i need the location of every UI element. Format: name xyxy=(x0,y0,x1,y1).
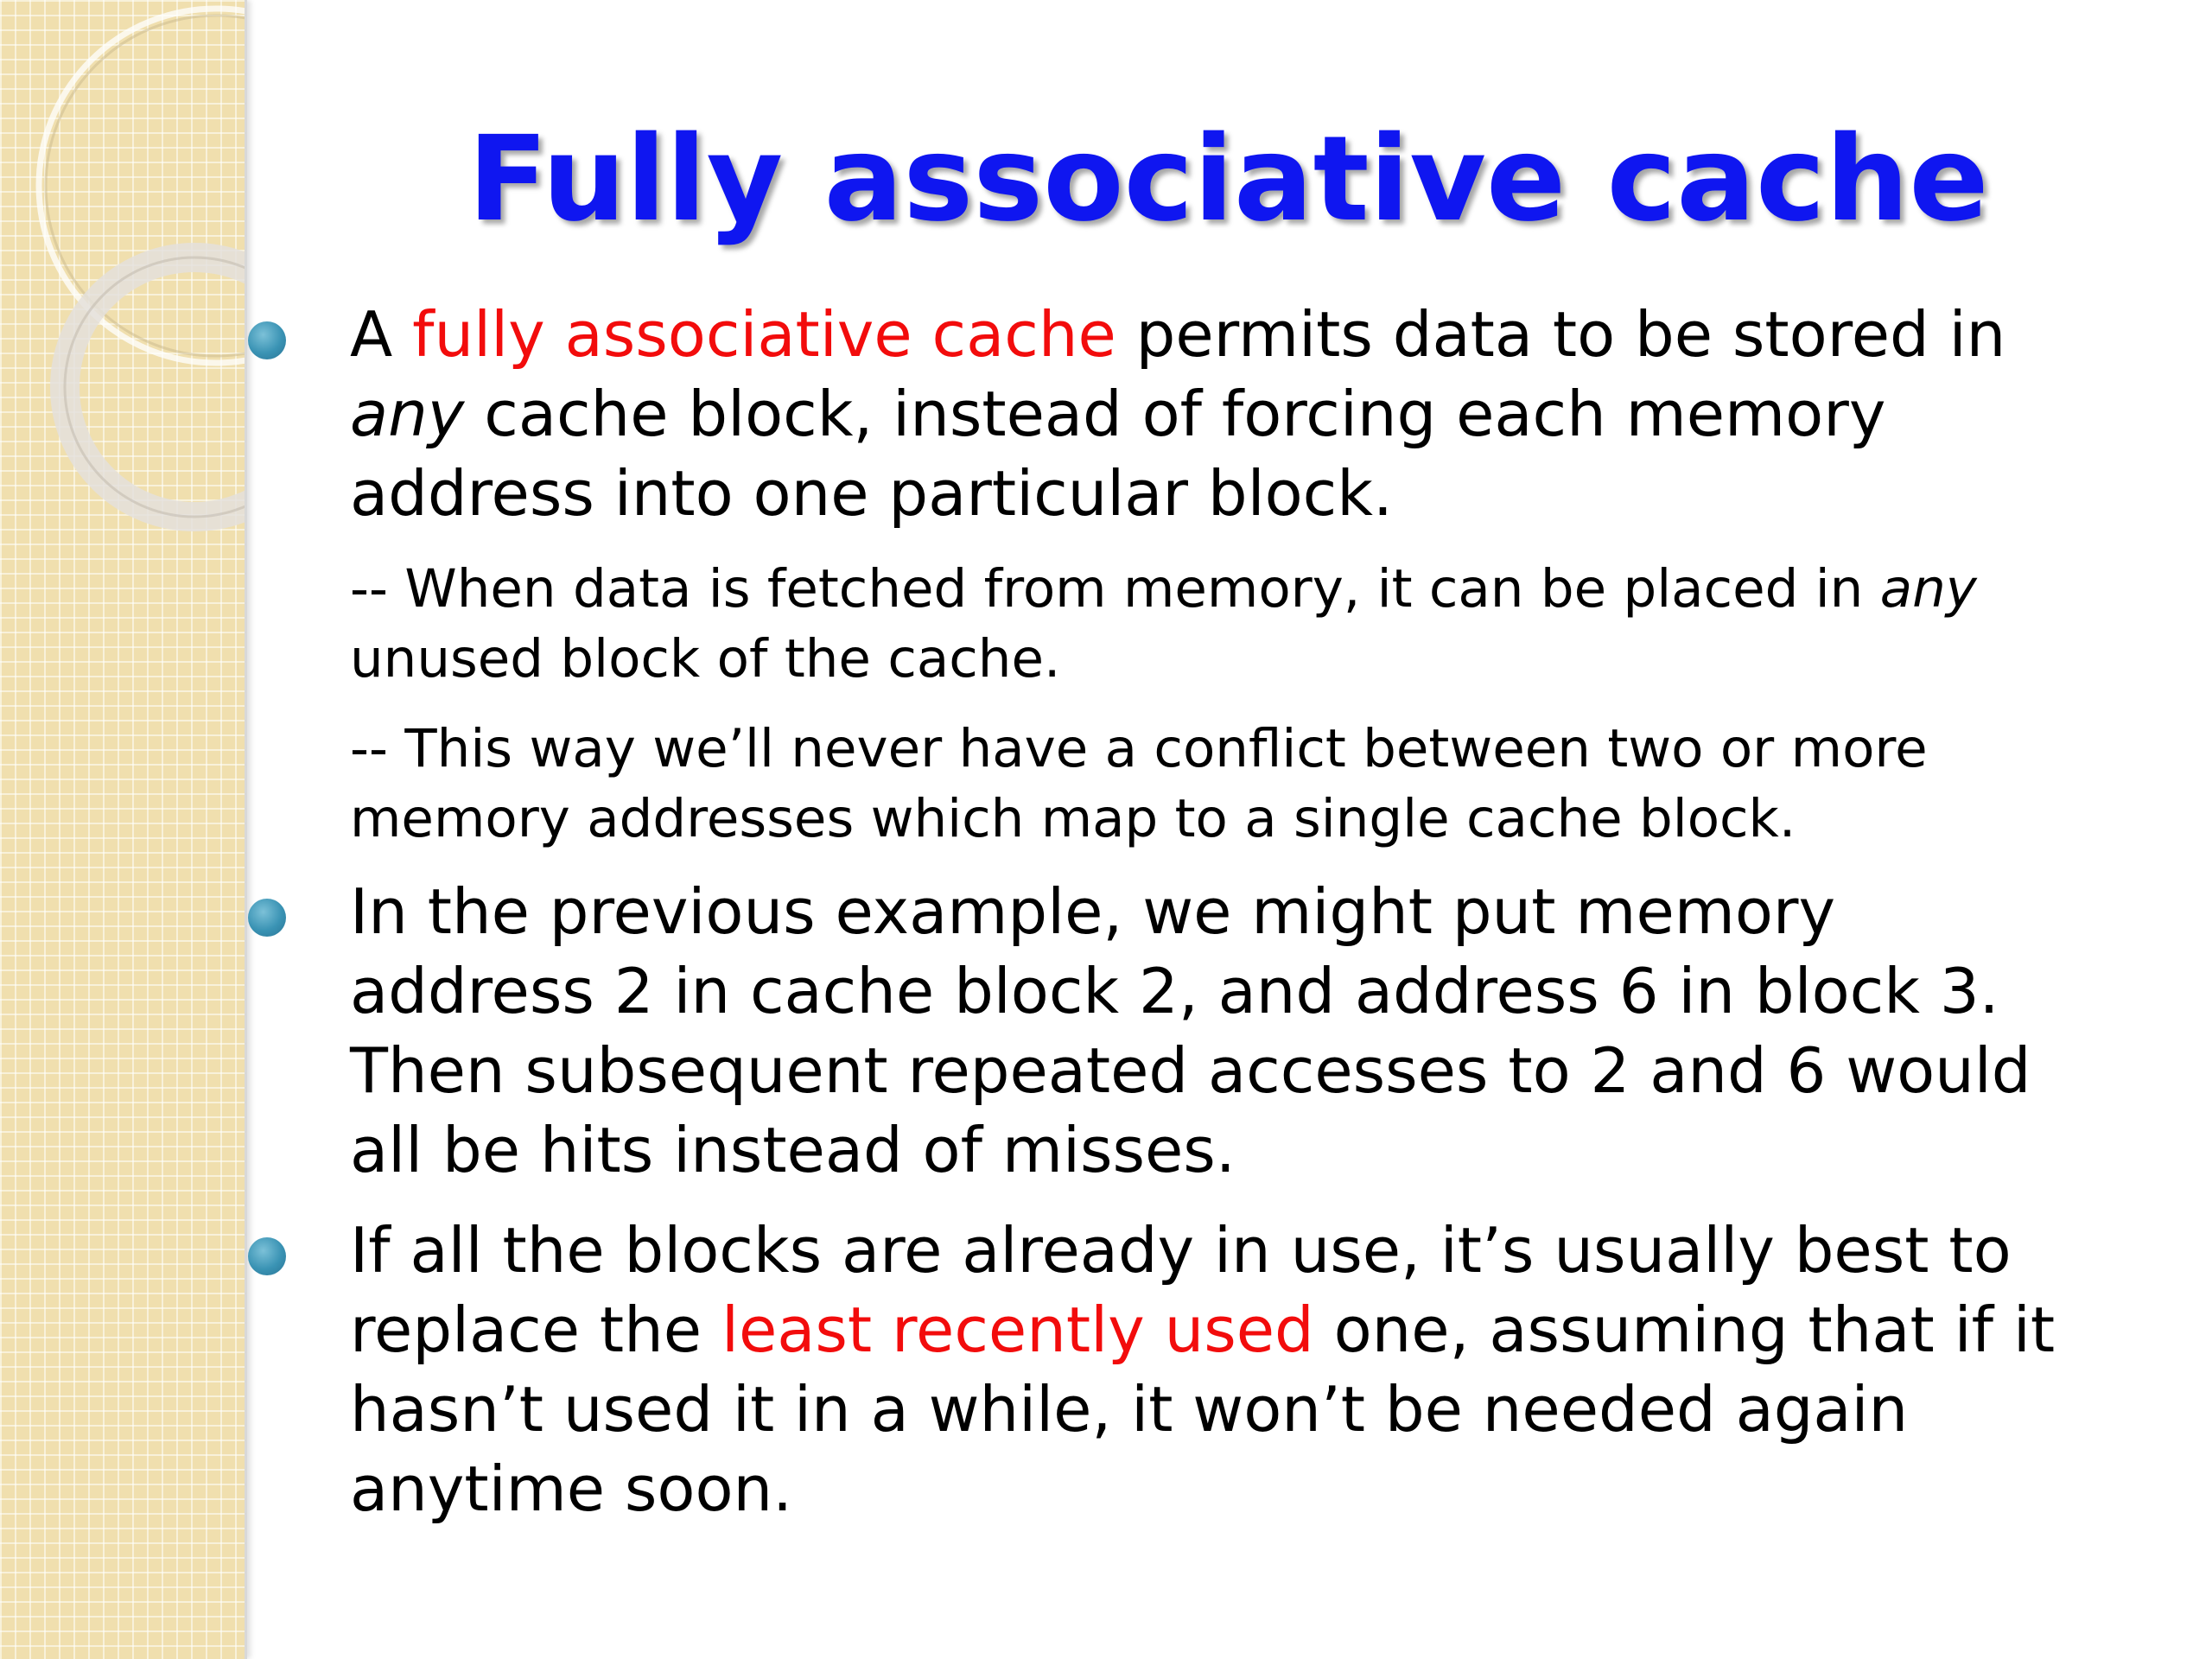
bullet-2-line-1: In the previous example, we might put memory xyxy=(350,875,1836,948)
bullet-3-line-1: If all the blocks are already in use, it’s usually best to xyxy=(350,1214,2012,1287)
bullet-dot-3 xyxy=(248,1237,286,1275)
sub-point-1-line-2: unused block of the cache. xyxy=(350,628,1061,690)
bullet-1-line-1: A fully associative cache permits data to be stored in xyxy=(350,298,2006,371)
sub-point-2-line-2: memory addresses which map to a single cache block. xyxy=(350,788,1796,849)
sub-point-1 xyxy=(350,554,1977,694)
bullet-3-line-2: replace the least recently used one, assuming that if it xyxy=(350,1294,2056,1366)
bullet-1-line-2: any cache block, instead of forcing each memory xyxy=(350,378,1886,450)
bullet-dot-1 xyxy=(248,321,286,359)
highlight-fully-associative-cache: fully associative cache xyxy=(412,298,1116,371)
bullet-dot-2 xyxy=(248,899,286,937)
sub-point-2-line-1: -- This way we’ll never have a conflict between two or more xyxy=(350,718,1928,779)
slide-title: Fully associative cache xyxy=(467,111,1989,248)
decorative-sidebar xyxy=(0,0,247,1659)
sub-point-1-line-1: -- When data is fetched from memory, it can be placed in any xyxy=(350,558,1977,620)
bullet-3 xyxy=(350,1211,2055,1529)
highlight-least-recently-used: least recently used xyxy=(721,1294,1314,1366)
bullet-2-line-2: address 2 in cache block 2, and address 6 in block 3. xyxy=(350,955,1999,1027)
bullet-3-line-4: anytime soon. xyxy=(350,1452,793,1525)
ring-decoration xyxy=(0,0,245,1659)
bullet-1-line-3: address into one particular block. xyxy=(350,457,1393,530)
bullet-2 xyxy=(350,872,2031,1190)
sub-point-2 xyxy=(350,714,1928,854)
bullet-1 xyxy=(350,295,2005,533)
bullet-2-line-3: Then subsequent repeated accesses to 2 and 6 would xyxy=(350,1034,2031,1107)
bullet-2-line-4: all be hits instead of misses. xyxy=(350,1114,1236,1186)
bullet-3-line-3: hasn’t used it in a while, it won’t be needed again xyxy=(350,1373,1909,1446)
